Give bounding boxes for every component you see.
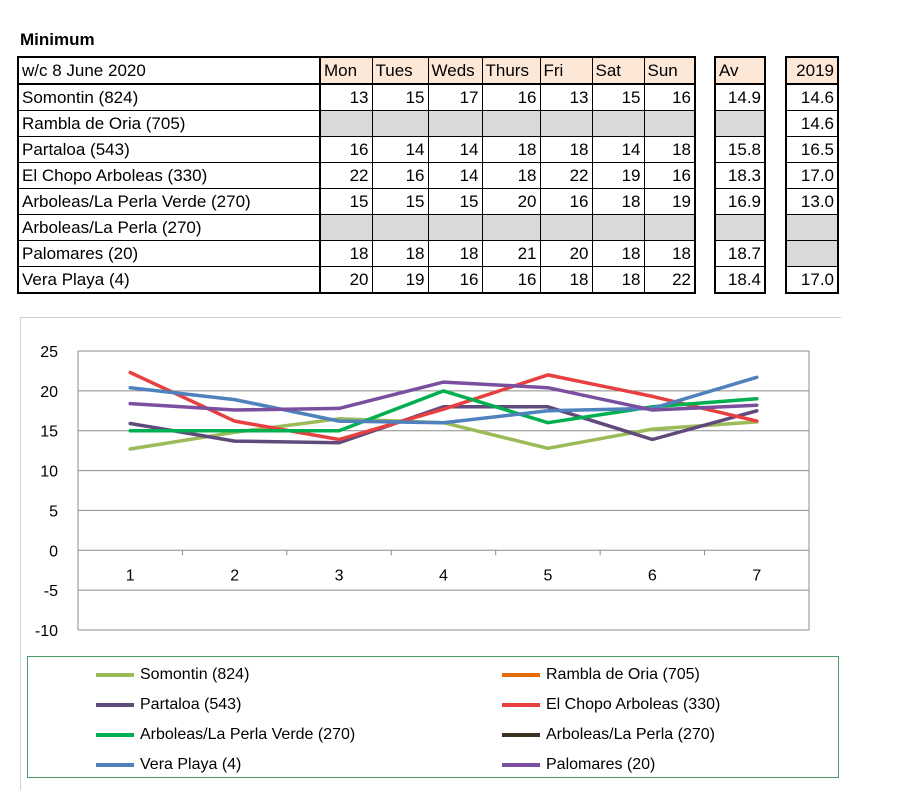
table-header-row — [18, 57, 695, 84]
day-header: Mon — [320, 57, 372, 84]
temperature-cell: 18 — [540, 267, 592, 294]
year-2019-cell — [786, 215, 838, 241]
temperature-cell — [644, 111, 695, 137]
temperature-cell: 14 — [592, 137, 644, 163]
legend-swatch — [502, 703, 540, 707]
average-cell: 15.8 — [715, 137, 765, 163]
temperature-cell: 16 — [644, 84, 695, 111]
temperature-cell: 16 — [482, 84, 540, 111]
legend-item — [502, 693, 720, 717]
legend-item — [502, 723, 715, 747]
temperature-cell — [592, 215, 644, 241]
legend-label: El Chopo Arboleas (330) — [546, 696, 721, 713]
station-name: Rambla de Oria (705) — [18, 111, 320, 137]
legend-item — [96, 753, 241, 777]
temperature-cell: 15 — [428, 189, 482, 215]
temperature-cell: 18 — [592, 267, 644, 294]
temperature-cell: 14 — [372, 137, 428, 163]
temperature-cell: 16 — [540, 189, 592, 215]
table-row — [18, 215, 695, 241]
page-title: Minimum — [20, 30, 95, 49]
table-row — [715, 241, 765, 267]
table-row — [786, 215, 838, 241]
temperature-cell: 13 — [320, 84, 372, 111]
temperature-cell — [482, 215, 540, 241]
temperature-cell: 16 — [320, 137, 372, 163]
station-name: Somontin (824) — [18, 84, 320, 111]
station-name: Palomares (20) — [18, 241, 320, 267]
temperature-cell: 13 — [540, 84, 592, 111]
year-2019-cell: 14.6 — [786, 111, 838, 137]
average-column-table — [714, 56, 766, 294]
temperature-cell: 15 — [372, 84, 428, 111]
y-tick-label: 25 — [40, 344, 58, 361]
chart-legend — [27, 656, 839, 778]
temperature-cell: 20 — [320, 267, 372, 294]
series-line — [130, 407, 757, 443]
legend-swatch — [96, 733, 134, 737]
average-cell — [715, 111, 765, 137]
legend-label: Vera Playa (4) — [140, 756, 242, 773]
temperature-cell: 18 — [320, 241, 372, 267]
year-2019-cell: 17.0 — [786, 267, 838, 294]
temperature-cell — [428, 111, 482, 137]
legend-label: Palomares (20) — [546, 756, 656, 773]
temperature-cell: 19 — [372, 267, 428, 294]
temperature-cell — [428, 215, 482, 241]
station-name: Vera Playa (4) — [18, 267, 320, 294]
year-2019-cell — [786, 241, 838, 267]
y-tick-label: 20 — [40, 383, 58, 401]
x-tick-label: 4 — [439, 567, 448, 585]
temperature-cell: 16 — [482, 267, 540, 294]
year-header: 2019 — [786, 57, 838, 84]
legend-swatch — [502, 673, 540, 677]
y-tick-label: 0 — [49, 543, 58, 561]
day-header: Sun — [644, 57, 695, 84]
temperature-cell: 20 — [482, 189, 540, 215]
temperature-cell: 18 — [482, 163, 540, 189]
temperature-cell: 15 — [372, 189, 428, 215]
temperature-cell: 19 — [592, 163, 644, 189]
average-cell: 18.4 — [715, 267, 765, 294]
station-name: El Chopo Arboleas (330) — [18, 163, 320, 189]
legend-swatch — [96, 763, 134, 767]
table-row — [715, 215, 765, 241]
table-row — [786, 189, 838, 215]
temperature-cell: 20 — [540, 241, 592, 267]
average-cell: 18.3 — [715, 163, 765, 189]
table-row — [715, 137, 765, 163]
temperature-cell: 15 — [592, 84, 644, 111]
temperature-cell: 18 — [644, 241, 695, 267]
table-row — [18, 267, 695, 294]
table-row — [786, 163, 838, 189]
temperature-cell: 18 — [592, 241, 644, 267]
average-cell: 16.9 — [715, 189, 765, 215]
temperature-cell — [372, 111, 428, 137]
temperature-cell — [540, 215, 592, 241]
table-row — [715, 111, 765, 137]
station-name: Partaloa (543) — [18, 137, 320, 163]
table-row — [18, 189, 695, 215]
table-row — [715, 189, 765, 215]
average-cell — [715, 215, 765, 241]
y-tick-label: 15 — [40, 423, 58, 441]
table-row — [786, 267, 838, 294]
temperature-cell: 18 — [644, 137, 695, 163]
legend-label: Arboleas/La Perla (270) — [546, 726, 715, 743]
week-label: w/c 8 June 2020 — [18, 57, 320, 84]
year-header-row — [786, 57, 838, 84]
temperature-cell: 18 — [372, 241, 428, 267]
y-tick-label: 5 — [49, 503, 58, 521]
x-tick-label: 2 — [230, 567, 240, 585]
av-header: Av — [715, 57, 765, 84]
y-tick-label: -10 — [34, 623, 58, 640]
temperature-cell — [592, 111, 644, 137]
table-row — [715, 84, 765, 111]
temperature-cell: 21 — [482, 241, 540, 267]
minimum-temperature-table — [17, 56, 696, 294]
legend-swatch — [96, 703, 134, 707]
table-row — [786, 137, 838, 163]
x-tick-label: 3 — [334, 567, 344, 585]
station-name: Arboleas/La Perla Verde (270) — [18, 189, 320, 215]
x-tick-label: 1 — [125, 567, 135, 585]
temperature-cell: 18 — [540, 137, 592, 163]
temperature-cell: 14 — [428, 137, 482, 163]
average-cell: 14.9 — [715, 84, 765, 111]
average-cell: 18.7 — [715, 241, 765, 267]
legend-swatch — [502, 763, 540, 767]
legend-swatch — [96, 673, 134, 677]
legend-item — [96, 693, 241, 717]
legend-label: Partaloa (543) — [140, 696, 242, 713]
year-2019-cell: 14.6 — [786, 84, 838, 111]
temperature-cell: 17 — [428, 84, 482, 111]
year-2019-cell: 13.0 — [786, 189, 838, 215]
temperature-cell: 18 — [428, 241, 482, 267]
temperature-cell: 14 — [428, 163, 482, 189]
legend-swatch — [502, 733, 540, 737]
temperature-cell: 15 — [320, 189, 372, 215]
temperature-cell — [320, 111, 372, 137]
year-2019-cell: 16.5 — [786, 137, 838, 163]
temperature-cell: 22 — [320, 163, 372, 189]
temperature-cell — [540, 111, 592, 137]
temperature-cell: 19 — [644, 189, 695, 215]
table-row — [18, 111, 695, 137]
legend-label: Somontin (824) — [140, 666, 250, 683]
x-tick-label: 7 — [752, 567, 762, 585]
station-name: Arboleas/La Perla (270) — [18, 215, 320, 241]
temperature-cell — [372, 215, 428, 241]
temperature-cell: 18 — [592, 189, 644, 215]
legend-item — [96, 663, 249, 687]
legend-label: Arboleas/La Perla Verde (270) — [140, 726, 356, 743]
table-row — [786, 111, 838, 137]
legend-item — [502, 753, 655, 777]
table-row — [786, 241, 838, 267]
x-tick-label: 5 — [543, 567, 553, 585]
day-header: Weds — [428, 57, 482, 84]
temperature-cell — [320, 215, 372, 241]
table-row — [786, 84, 838, 111]
table-row — [18, 163, 695, 189]
x-tick-label: 6 — [647, 567, 657, 585]
day-header: Thurs — [482, 57, 540, 84]
temperature-cell: 16 — [644, 163, 695, 189]
temperature-cell: 22 — [644, 267, 695, 294]
table-row — [18, 137, 695, 163]
legend-label: Rambla de Oria (705) — [546, 666, 700, 683]
year-2019-column-table — [785, 56, 839, 294]
year-2019-cell: 17.0 — [786, 163, 838, 189]
y-tick-label: -5 — [43, 583, 58, 601]
temperature-cell: 16 — [428, 267, 482, 294]
day-header: Fri — [540, 57, 592, 84]
table-row — [18, 241, 695, 267]
legend-item — [502, 663, 700, 687]
temperature-cell — [482, 111, 540, 137]
temperature-cell: 18 — [482, 137, 540, 163]
day-header: Tues — [372, 57, 428, 84]
table-row — [715, 267, 765, 294]
legend-item — [96, 723, 355, 747]
temperature-cell — [644, 215, 695, 241]
table-row — [18, 84, 695, 111]
av-header-row — [715, 57, 765, 84]
y-tick-label: 10 — [40, 463, 58, 481]
day-header: Sat — [592, 57, 644, 84]
table-row — [715, 163, 765, 189]
temperature-cell: 22 — [540, 163, 592, 189]
temperature-cell: 16 — [372, 163, 428, 189]
